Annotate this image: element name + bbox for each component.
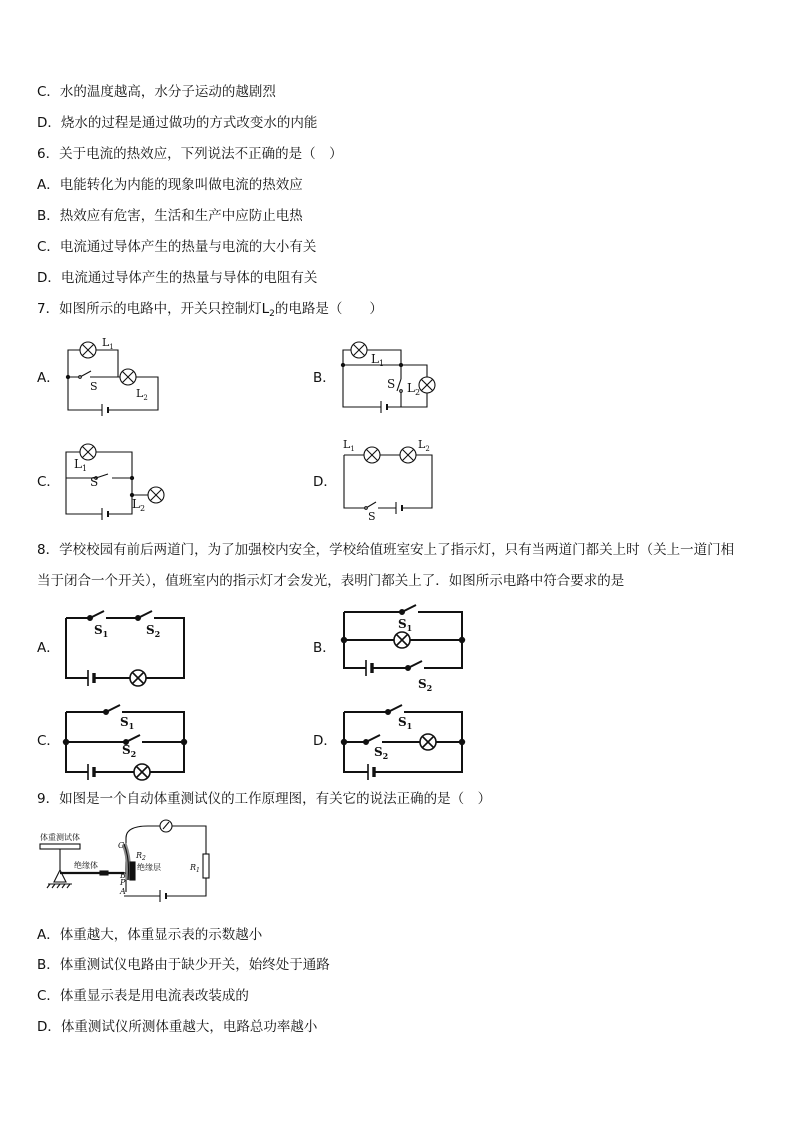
q7-label-c[interactable]: C．: [37, 474, 60, 490]
lamp-icon: [394, 632, 410, 648]
svg-text:绝缘层: 绝缘层: [137, 863, 161, 872]
svg-text:S: S: [90, 475, 99, 489]
svg-text:L1: $L_1$: [74, 457, 88, 473]
svg-text:C: C: [118, 841, 125, 850]
q8-stem-line-1: 8．学校校园有前后两道门，为了加强校内安全，学校给值班室安上了指示灯，只有当两道门都关上时（关上一道门相: [37, 542, 735, 558]
q7-circuit-c[interactable]: [60, 438, 170, 518]
q9-option-c: C．体重显示表是用电流表改装成的: [37, 988, 249, 1004]
svg-text:L1: $L_1$: [371, 352, 385, 368]
q6-option-a: A．电能转化为内能的现象叫做电流的热效应: [37, 177, 303, 193]
svg-text:L1: $L_1$: [102, 336, 114, 351]
svg-text:L2: $L_2$: [418, 438, 430, 453]
svg-text:R1: $R_1$: [190, 863, 200, 874]
q7-circuit-b[interactable]: [337, 335, 447, 415]
svg-text:R2: $R_2$: [136, 851, 146, 862]
q7-circuit-a[interactable]: [60, 335, 165, 415]
q8-circuit-a[interactable]: [64, 606, 188, 686]
svg-text:L2: $L_2$: [132, 497, 146, 513]
q6-stem: 6．关于电流的热效应，下列说法不正确的是（ ）: [37, 146, 343, 162]
svg-text:A: A: [120, 887, 126, 896]
svg-text:S: S: [387, 377, 396, 391]
lamp-icon: [420, 734, 436, 750]
lamp-icon: [134, 764, 150, 780]
lamp-l2-icon: [400, 447, 416, 463]
svg-text:L2: $L_2$: [407, 381, 421, 397]
q9-option-d: D．体重测试仪所测体重越大，电路总功率越小: [37, 1019, 318, 1035]
svg-text:S2: $S_2$: [418, 677, 433, 693]
q5-option-d: D．烧水的过程是通过做功的方式改变水的内能: [37, 115, 318, 131]
q8-label-c[interactable]: C．: [37, 733, 60, 749]
svg-text:S1: $S_1$: [120, 715, 135, 731]
svg-text:S: S: [90, 380, 98, 393]
lamp-l1-icon: [80, 444, 96, 460]
lamp-l2-icon: [148, 487, 164, 503]
svg-text:B: B: [120, 871, 126, 880]
q6-option-d: D．电流通过导体产生的热量与导体的电阻有关: [37, 270, 318, 286]
q8-circuit-d[interactable]: [342, 704, 466, 784]
lamp-icon: [130, 670, 146, 686]
svg-text:绝缘体: 绝缘体: [74, 861, 98, 870]
svg-text:S2: $S_2$: [146, 623, 161, 639]
q7-label-d[interactable]: D．: [313, 474, 337, 490]
svg-text:P: P: [120, 878, 126, 887]
q8-circuit-b[interactable]: [342, 602, 466, 692]
svg-text:体重测试体: 体重测试体: [40, 833, 80, 842]
lamp-l2-icon: [419, 377, 435, 393]
q8-label-b[interactable]: B．: [313, 640, 336, 656]
q6-option-c: C．电流通过导体产生的热量与电流的大小有关: [37, 239, 317, 255]
svg-text:S2: $S_2$: [122, 743, 137, 759]
gauge-icon: [160, 820, 172, 832]
svg-text:S: S: [368, 510, 376, 523]
q6-option-b: B．热效应有危害，生活和生产中应防止电热: [37, 208, 303, 224]
q7-circuit-d[interactable]: [340, 438, 440, 523]
q7-stem: 7．如图所示的电路中，开关只控制灯$L_2$的电路是（ ）: [37, 301, 383, 319]
q7-label-b[interactable]: B．: [313, 370, 336, 386]
q7-label-a[interactable]: A．: [37, 370, 60, 386]
svg-text:S1: $S_1$: [94, 623, 109, 639]
lamp-l1-icon: [351, 342, 367, 358]
lamp-l2-icon: [120, 369, 136, 385]
q9-stem: 9．如图是一个自动体重测试仪的工作原理图，有关它的说法正确的是（ ）: [37, 791, 492, 807]
svg-text:S1: $S_1$: [398, 715, 413, 731]
lamp-l1-icon: [80, 342, 96, 358]
q9-option-a: A．体重越大，体重显示表的示数越小: [37, 927, 263, 943]
svg-text:S1: $S_1$: [398, 617, 413, 633]
q9-weight-tester-diagram: [38, 818, 218, 904]
q8-circuit-c[interactable]: [64, 704, 188, 784]
svg-text:L2: $L_2$: [136, 387, 148, 402]
q8-stem-line-2: 当于闭合一个开关），值班室内的指示灯才会发光，表明门都关上了．如图所示电路中符合要求的是: [37, 573, 625, 589]
svg-text:L1: $L_1$: [343, 438, 355, 453]
svg-text:S2: $S_2$: [374, 745, 389, 761]
q8-label-a[interactable]: A．: [37, 640, 60, 656]
q5-option-c: C．水的温度越高，水分子运动的越剧烈: [37, 84, 276, 100]
q9-option-b: B．体重测试仪电路由于缺少开关，始终处于通路: [37, 957, 330, 973]
q8-label-d[interactable]: D．: [313, 733, 337, 749]
lamp-l1-icon: [364, 447, 380, 463]
